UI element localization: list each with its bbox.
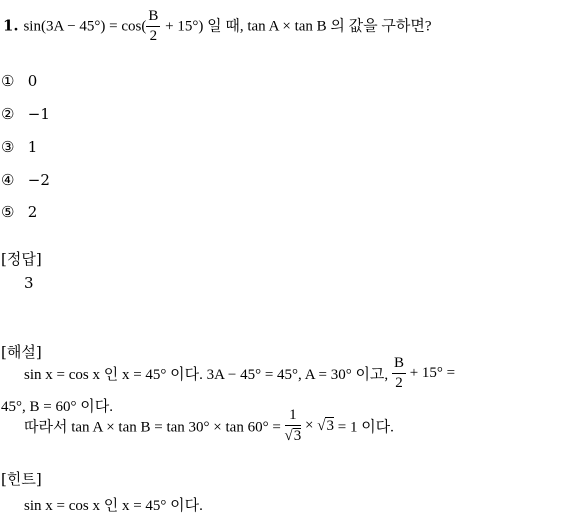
radical-sign: √	[317, 418, 326, 434]
times-sign: ×	[305, 417, 314, 434]
question-text-start: sin(3A − 45°) = cos(	[23, 18, 147, 35]
explanation-fraction-numerator: B	[392, 356, 406, 374]
hint-text: sin x = cos x 인 x = 45° 이다.	[24, 498, 203, 514]
choice-marker: ③	[1, 138, 15, 156]
answer-value: 3	[24, 274, 34, 292]
explanation-line-1-text: sin x = cos x 인 x = 45° 이다. 3A − 45° = 45°, A = 30° 이고,	[24, 367, 389, 383]
explanation-fraction-denominator: 2	[395, 375, 403, 391]
choice-value: 0	[27, 72, 38, 90]
choice-value: −1	[27, 105, 50, 123]
radical-sign: √	[284, 428, 293, 444]
question-fraction-denominator: 2	[149, 28, 158, 44]
choice-value: −2	[27, 171, 50, 189]
explanation-line-3	[24, 408, 394, 444]
explanation-sqrt3	[317, 417, 334, 435]
explanation-fraction-numerator: 1	[285, 408, 302, 426]
choice-item-4	[1, 171, 50, 189]
explanation-line-1	[24, 356, 455, 391]
explanation-line-1-end: + 15° =	[409, 365, 456, 381]
radicand: 3	[326, 418, 334, 434]
explanation-label: [해설]	[1, 343, 42, 361]
choice-item-2	[1, 105, 50, 123]
answer-label: [정답]	[1, 250, 42, 268]
choice-marker: ⑤	[1, 203, 15, 221]
question-fraction	[146, 9, 160, 44]
explanation-fraction-denominator	[285, 426, 302, 444]
choice-value: 1	[27, 138, 38, 156]
choice-marker: ④	[1, 171, 15, 189]
choice-item-5	[1, 203, 37, 221]
choice-item-1	[1, 72, 37, 90]
question-fraction-numerator: B	[146, 9, 160, 27]
hint-label: [힌트]	[1, 470, 42, 488]
choice-item-3	[1, 138, 37, 156]
choice-value: 2	[27, 203, 38, 221]
explanation-line-2: 45°, B = 60° 이다.	[1, 399, 113, 415]
explanation-fraction-b-over-2	[392, 356, 406, 391]
question-number: 1.	[3, 16, 19, 35]
radicand: 3	[293, 428, 302, 444]
explanation-fraction-one-over-root3	[285, 408, 302, 444]
explanation-line-3-text: 따라서 tan A × tan B = tan 30° × tan 60° =	[24, 419, 281, 436]
choice-marker: ②	[1, 105, 15, 123]
question-text-end: + 15°) 일 때, tan A × tan B 의 값을 구하면?	[165, 18, 432, 35]
question-line	[3, 9, 432, 44]
choice-marker: ①	[1, 72, 15, 90]
explanation-line-3-end: = 1 이다.	[337, 419, 394, 436]
